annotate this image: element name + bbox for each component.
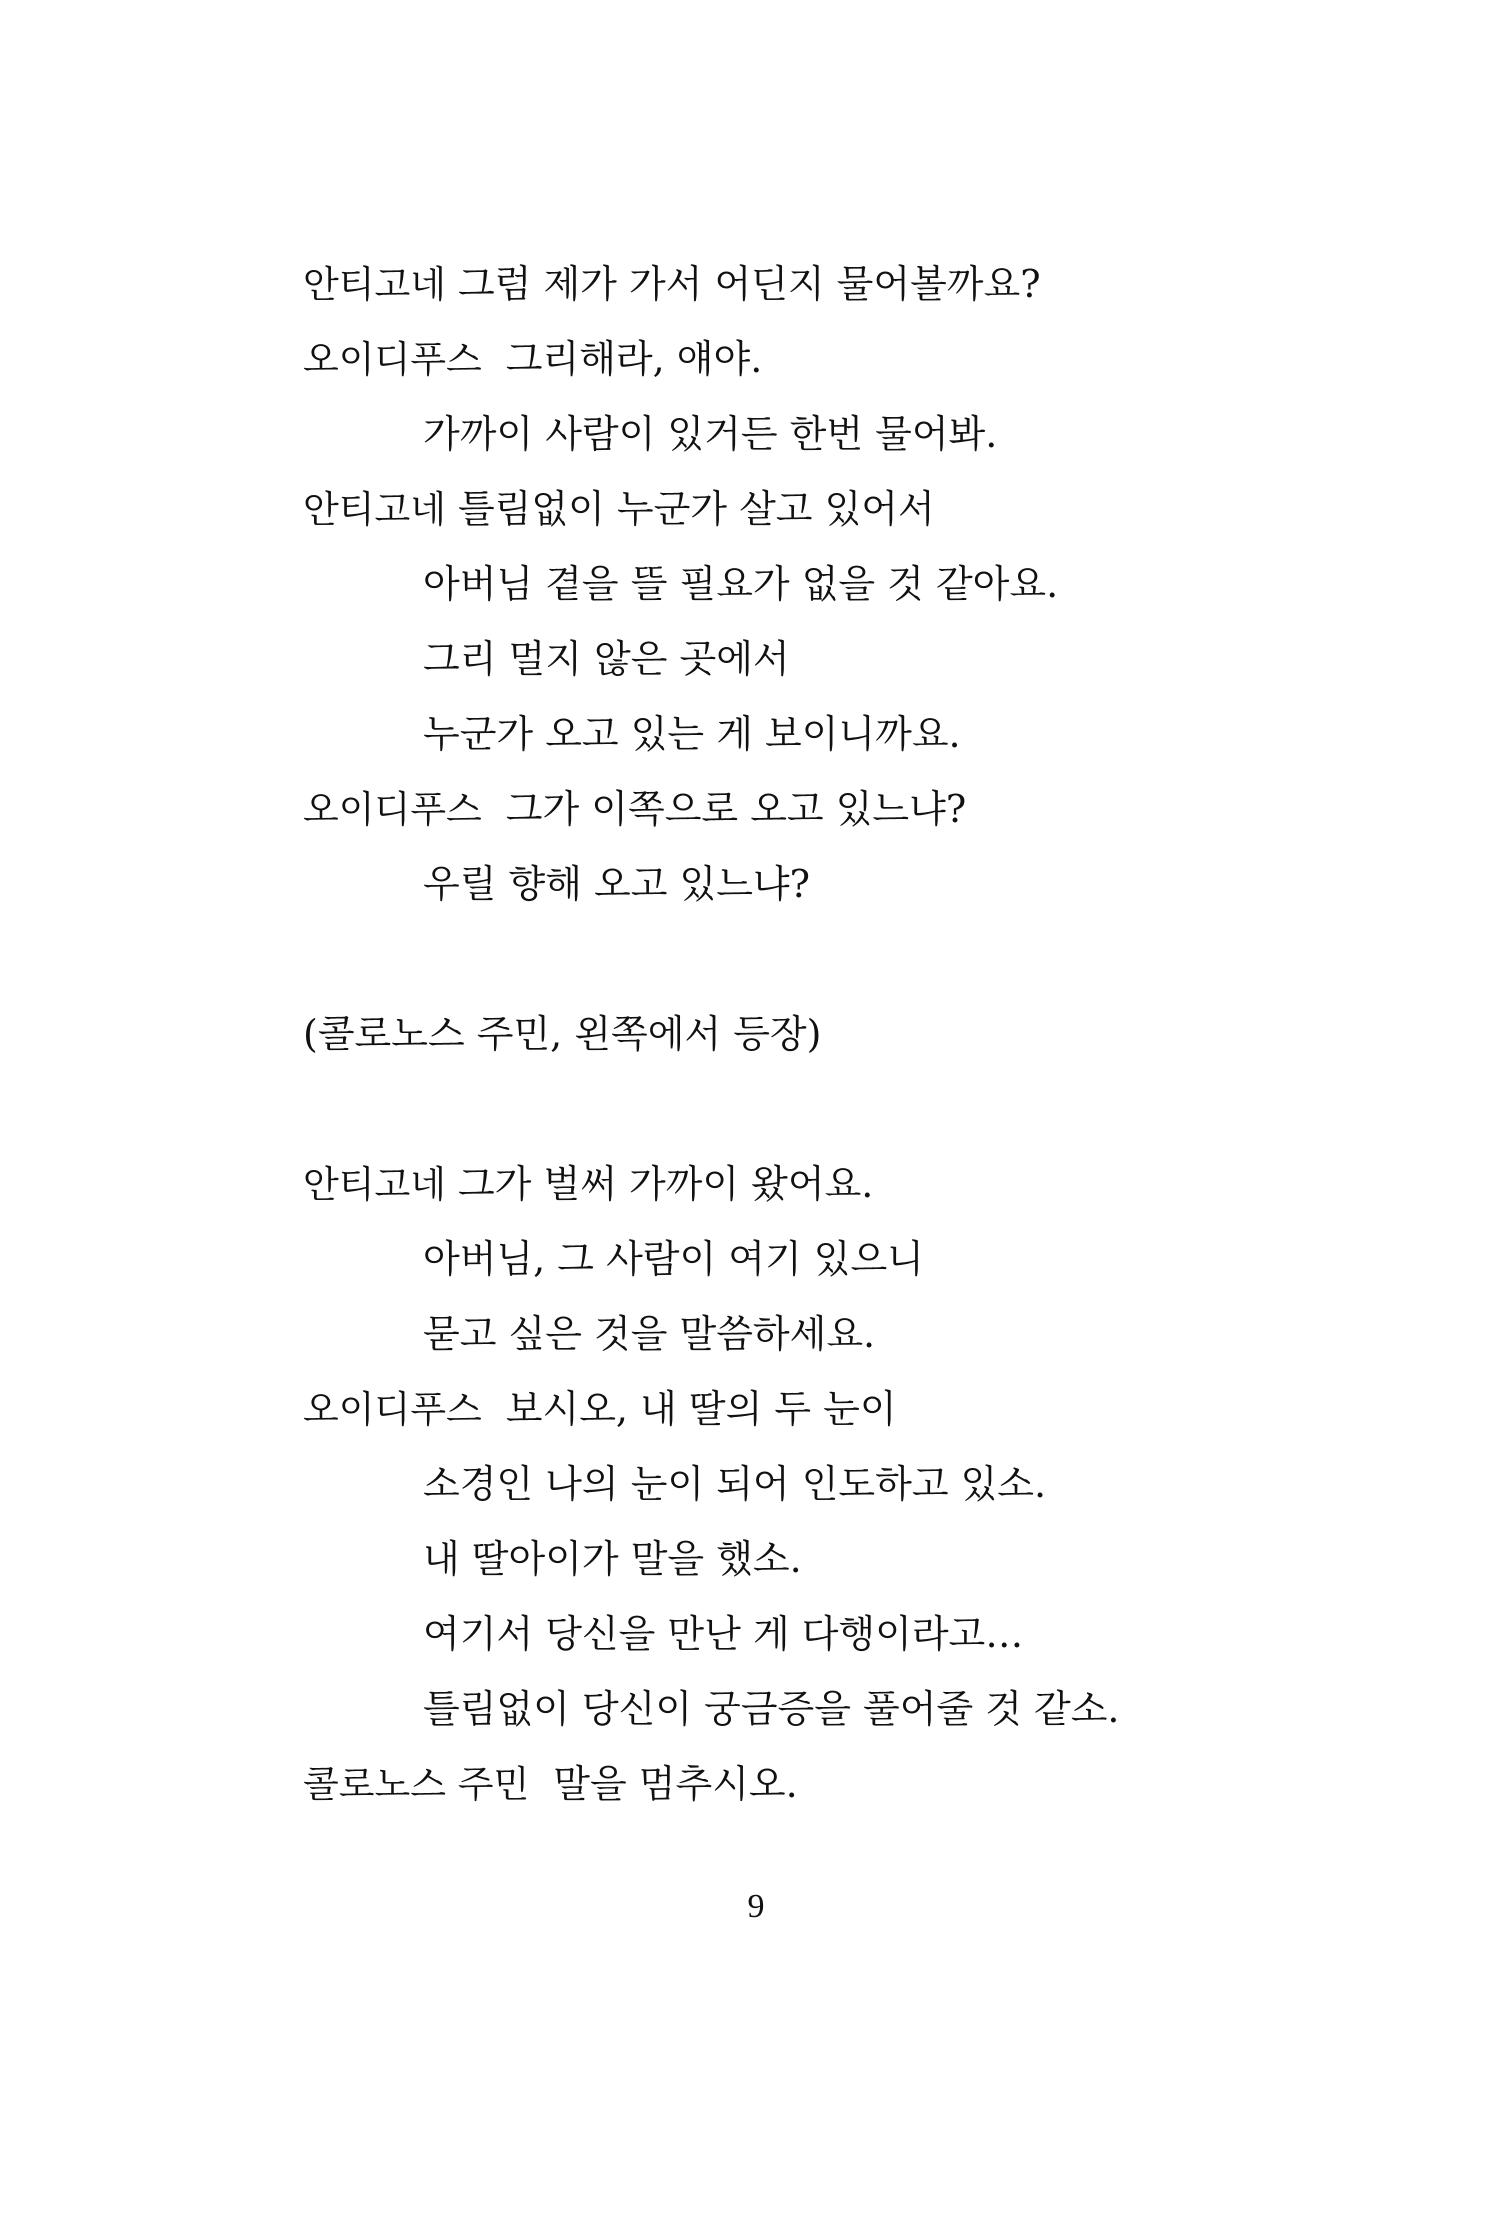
- dialogue-text: 그가 이쪽으로 오고 있느냐?: [493, 787, 967, 831]
- dialogue-text: 틀림없이 당신이 궁금증을 풀어줄 것 같소.: [423, 1687, 1120, 1731]
- dialogue-text: 아버님, 그 사람이 여기 있으니: [423, 1237, 924, 1281]
- dialogue-continuation: [303, 622, 1303, 697]
- dialogue-continuation: [303, 847, 1303, 922]
- speaker-name: 오이디푸스: [303, 338, 482, 381]
- page-number: 9: [747, 1888, 765, 1925]
- speaker-name: 안티고네: [303, 263, 446, 306]
- dialogue-text: 우릴 향해 오고 있느냐?: [423, 862, 810, 906]
- speaker-name: 콜로노스 주민: [303, 1763, 530, 1806]
- dialogue-continuation: [303, 1222, 1303, 1297]
- speaker-name: 안티고네: [303, 1163, 446, 1206]
- dialogue-text: 그리해라, 얘야.: [493, 337, 763, 381]
- dialogue-text: 누군가 오고 있는 게 보이니까요.: [423, 712, 961, 756]
- dialogue-continuation: [303, 1297, 1303, 1372]
- dialogue-line: [303, 472, 1303, 547]
- dialogue-line: [303, 1372, 1303, 1447]
- dialogue-text: 내 딸아이가 말을 했소.: [423, 1537, 802, 1581]
- dialogue-text: 소경인 나의 눈이 되어 인도하고 있소.: [423, 1462, 1047, 1506]
- dialogue-text: 가까이 사람이 있거든 한번 물어봐.: [423, 412, 998, 456]
- dialogue-text: 틀림없이 누군가 살고 있어서: [457, 487, 935, 531]
- dialogue-continuation: [303, 1447, 1303, 1522]
- speaker-name: 오이디푸스: [303, 788, 482, 831]
- speaker-name: 안티고네: [303, 488, 446, 531]
- dialogue-line: [303, 322, 1303, 397]
- dialogue-text: 그가 벌써 가까이 왔어요.: [457, 1162, 874, 1206]
- blank-gap: [303, 922, 1303, 997]
- dialogue-continuation: [303, 547, 1303, 622]
- dialogue-continuation: [303, 1672, 1303, 1747]
- dialogue-continuation: [303, 1597, 1303, 1672]
- dialogue-text: 그리 멀지 않은 곳에서: [423, 637, 790, 681]
- dialogue-text: 보시오, 내 딸의 두 눈이: [493, 1387, 897, 1431]
- dialogue-continuation: [303, 1522, 1303, 1597]
- stage-direction: (콜로노스 주민, 왼쪽에서 등장): [303, 1012, 822, 1056]
- dialogue-text: 말을 멈추시오.: [541, 1762, 798, 1806]
- dialogue-continuation: [303, 697, 1303, 772]
- dialogue-text: 여기서 당신을 만난 게 다행이라고…: [423, 1612, 1024, 1656]
- dialogue-line: [303, 1147, 1303, 1222]
- dialogue-text: 아버님 곁을 뜰 필요가 없을 것 같아요.: [423, 562, 1059, 606]
- dialogue-line: [303, 1747, 1303, 1822]
- dialogue-line: [303, 772, 1303, 847]
- blank-gap: [303, 1072, 1303, 1147]
- dialogue-line: [303, 247, 1303, 322]
- speaker-name: 오이디푸스: [303, 1388, 482, 1431]
- dialogue-text: 묻고 싶은 것을 말씀하세요.: [423, 1312, 876, 1356]
- dialogue-continuation: [303, 397, 1303, 472]
- script-body: [303, 247, 1303, 1822]
- dialogue-text: 그럼 제가 가서 어딘지 물어볼까요?: [457, 262, 1041, 306]
